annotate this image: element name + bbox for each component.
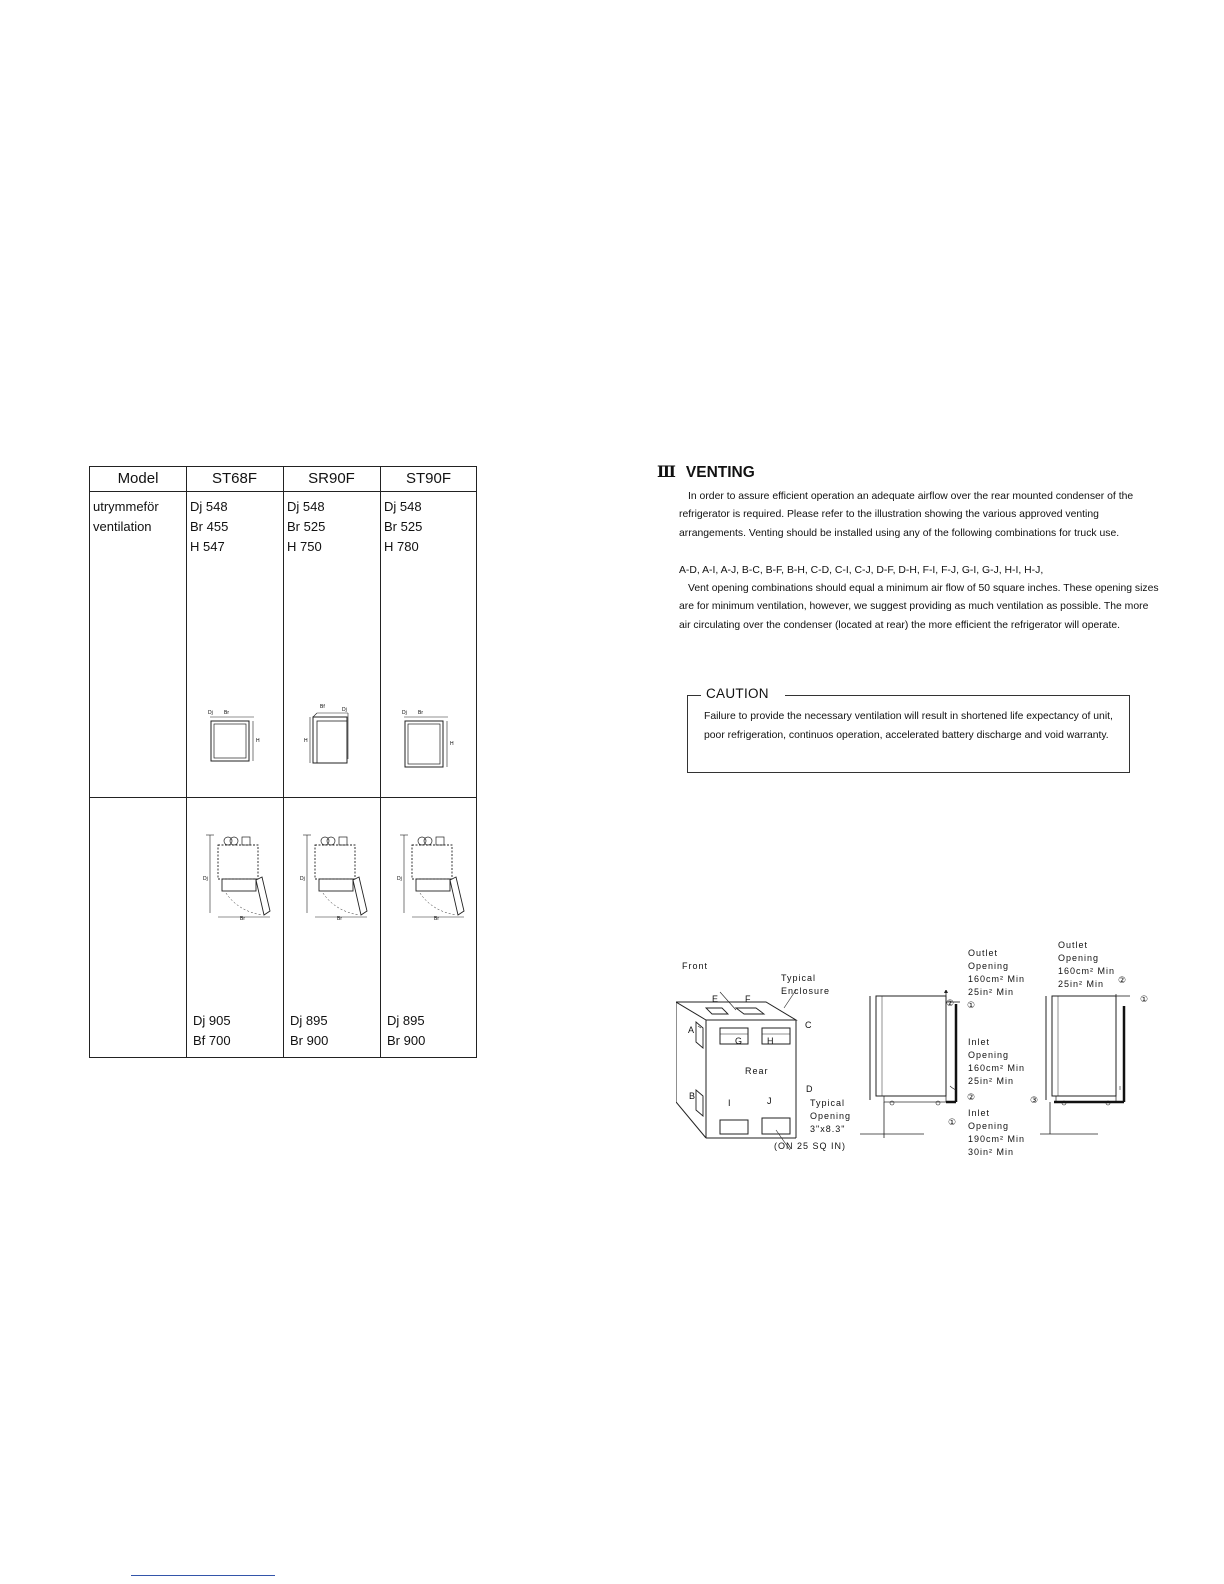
header-model: Model	[117, 470, 159, 487]
inlet-opening-label-2: Inlet Opening 190cm² Min 30in² Min	[968, 1108, 1026, 1157]
vent-letter-j: J	[767, 1096, 772, 1106]
marker-2-outlet: ②	[946, 998, 955, 1008]
vent-letter-f: F	[745, 994, 751, 1004]
outlet-opening-label-1: Outlet Opening 160cm² Min 25in² Min	[968, 948, 1026, 997]
spec-table	[89, 466, 477, 1058]
svg-text:Br: Br	[224, 710, 229, 716]
header-sr90f: SR90F	[308, 470, 355, 487]
sq-in-note: (ON 25 SQ IN)	[774, 1141, 847, 1151]
inlet-opening-label-1: Inlet Opening 160cm² Min 25in² Min	[968, 1037, 1026, 1086]
marker-2-outlet-b: ②	[1118, 975, 1127, 985]
svg-text:Dj: Dj	[402, 710, 407, 716]
fridge-top-figure-sr90f	[295, 833, 375, 931]
outlet-opening-label-2: Outlet Opening 160cm² Min 25in² Min	[1058, 940, 1116, 989]
dims-st90f: Dj 548 Br 525 H 780	[384, 499, 423, 554]
svg-text:Dj: Dj	[203, 876, 208, 882]
svg-text:H: H	[304, 738, 308, 744]
door-dims-st90f: Dj 895 Br 900	[387, 1013, 426, 1048]
typical-enclosure-label: Typical Enclosure	[781, 973, 831, 996]
footer-rule	[131, 1575, 275, 1576]
roman-numeral: Ⅲ	[657, 462, 676, 481]
side-view-diagram-2	[1040, 990, 1140, 1140]
vent-letter-e: E	[712, 994, 719, 1004]
fridge-front-figure-st68f	[202, 707, 262, 769]
door-dims-st68f: Dj 905 Bf 700	[193, 1013, 231, 1048]
marker-1-inlet: ①	[948, 1117, 957, 1127]
section-heading	[657, 462, 755, 482]
front-label: Front	[682, 961, 709, 971]
door-dims-sr90f: Dj 895 Br 900	[290, 1013, 329, 1048]
svg-text:Dj: Dj	[300, 876, 305, 882]
svg-text:Bf: Bf	[320, 704, 325, 710]
caution-text: Failure to provide the necessary ventilation will result in shortened life expectancy of unit, poor refrigeration, continuos operation, accelerated battery discharge and void warranty.	[704, 711, 1113, 741]
vent-letter-b: B	[689, 1091, 696, 1101]
fridge-front-figure-sr90f	[300, 701, 360, 769]
dims-st68f: Dj 548 Br 455 H 547	[190, 499, 229, 554]
vent-letter-d: D	[806, 1084, 813, 1094]
svg-text:H: H	[256, 738, 260, 744]
vent-letter-c: C	[805, 1020, 812, 1030]
header-st68f: ST68F	[211, 470, 257, 487]
venting-airflow-paragraph: Vent opening combinations should equal a minimum air flow of 50 square inches. These opening sizes are for minimum ventilation, however, we suggest providing as much ventilation as possible. The more air circulating over the condenser (located at rear) the more efficient the refrigerator will operate.	[679, 583, 1159, 631]
vent-letter-i: I	[728, 1098, 731, 1108]
typical-opening-label: Typical Opening 3"x8.3"	[810, 1098, 852, 1134]
vent-letter-g: G	[735, 1036, 743, 1046]
svg-text:Br: Br	[418, 710, 423, 716]
svg-text:Dj: Dj	[397, 876, 402, 882]
marker-1-outlet-b: ①	[1140, 994, 1149, 1004]
fridge-top-figure-st90f	[392, 833, 472, 931]
vent-combinations: A-D, A-I, A-J, B-C, B-F, B-H, C-D, C-I, C-J, D-F, D-H, F-I, F-J, G-I, G-J, H-I, H-J,	[679, 565, 1044, 576]
rear-label: Rear	[745, 1066, 769, 1076]
dims-sr90f: Dj 548 Br 525 H 750	[287, 499, 326, 554]
caution-title: CAUTION	[706, 686, 769, 701]
marker-1-outlet: ①	[967, 1000, 976, 1010]
marker-3: ③	[1030, 1095, 1039, 1105]
vent-letter-a: A	[688, 1025, 695, 1035]
svg-text:Br: Br	[337, 916, 342, 922]
caution-box	[687, 686, 1130, 773]
marker-2-inlet: ②	[967, 1092, 976, 1102]
fridge-front-figure-st90f	[396, 707, 456, 769]
venting-intro-paragraph: In order to assure efficient operation an adequate airflow over the rear mounted condenser of the refrigerator is required. Please refer to the illustration showing the various approved venting arrangements. Venting should be installed using any of the following combinations for truck use.	[679, 491, 1134, 539]
svg-text:Br: Br	[240, 916, 245, 922]
svg-text:Dj: Dj	[342, 707, 347, 713]
svg-text:Dj: Dj	[208, 710, 213, 716]
vent-letter-h: H	[767, 1036, 774, 1046]
header-st90f: ST90F	[405, 470, 451, 487]
fridge-top-figure-st68f	[198, 833, 278, 931]
svg-text:H: H	[450, 741, 454, 747]
row-label: utrymmeför ventilation	[93, 499, 159, 534]
section-title: VENTING	[685, 464, 755, 481]
svg-text:Br: Br	[434, 916, 439, 922]
